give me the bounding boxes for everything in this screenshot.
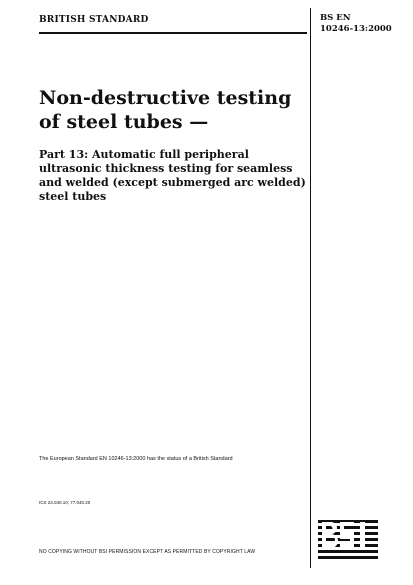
column-divider <box>310 8 311 568</box>
bsi-logo <box>318 515 378 565</box>
document-subtitle: Part 13: Automatic full peripheral ultrasonic thickness testing for seamless and welded (except submerged arc welded) steel tubes <box>39 148 306 203</box>
header-rule <box>39 32 307 34</box>
ics-code: ICS 23.040.10; 77.040.20 <box>39 500 91 505</box>
document-title: Non-destructive testing of steel tubes — <box>39 87 292 133</box>
standard-number-line1: BS EN <box>320 13 351 23</box>
copyright-notice: NO COPYING WITHOUT BSI PERMISSION EXCEPT AS PERMITTED BY COPYRIGHT LAW <box>39 549 256 555</box>
standard-number <box>320 13 392 35</box>
standard-type-label: BRITISH STANDARD <box>39 15 149 25</box>
standard-number-line2: 10246-13:2000 <box>320 24 392 34</box>
status-note: The European Standard EN 10246-13:2000 has the status of a British Standard <box>39 456 233 462</box>
